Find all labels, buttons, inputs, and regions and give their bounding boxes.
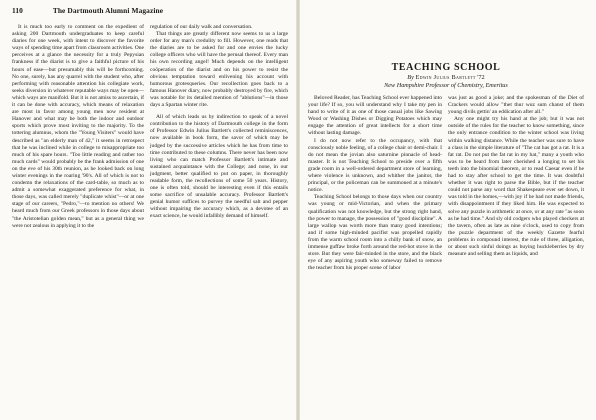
page-number: 110 — [12, 6, 23, 15]
author-affiliation: New Hampshire Professor of Chemistry, Emeritus — [384, 82, 508, 89]
right-column-1 — [308, 95, 442, 272]
author-class: '72 — [477, 74, 485, 81]
magazine-title: The Dartmouth Alumni Magazine — [52, 6, 164, 15]
paragraph: I do not now refer to the occupancy, with that consciously noble feeling, of a college chair or demi-chair. I do not mean the jovian also saturnine pinnacle of head-master. It is not Teaching School to preside over a fifth grade room in a well-ordered department store of learning, where violence is unknown, and whither the janitor, the principal, or the policeman can be summoned at a minute's notice. — [308, 137, 442, 194]
paragraph: It is much too early to comment on the expedient of asking 200 Dartmouth undergraduates to keep careful diaries for one week, with intent to discover the favorite ways of spending time apart from classroom activities. One perceives at a glance the necessity for a truly Pepysian frankness if the diarist is to give a faithful picture of his hours of ease—but presumably this will be forthcoming. No one, surely, has any quarrel with the student who, after performing with reasonable attention his collegiate work, seeks diversion in whatever reputable ways may be open—which ways are manifold. But it is not amiss to ascertain, if it can be done with accuracy, which means of relaxation are most in favor among young men now resident at Hanover and what may be both the indoor and outdoor sports which prove most inviting to the majority. To the tottering alumnus, whom the "Young Visiters" would have described as "an elderly man of 42," it seems in retrospect that he was inclined while in college to misappropriate too much of his spare hours. "Too little reading and rather too much cards" would probably be the frank admission of one on the eve of his 30th reunion, as he looked back on long winter evenings in the roaring '90's. All of which is not to condemn the relaxations of the card-table, so much as to admit a somewhat exaggerated preference for what, in those days, was called merely "duplicate whist"—or at one stage of our careers, "Pedro,"—to mention no others! We heard much from our Greek professors in those days about "the Aristotelian golden mean," but as a general thing we were not zealous in applying it to the — [12, 24, 145, 229]
right-page — [298, 0, 596, 420]
paragraph: Teaching School belongs to those days when our country was young or mid-Victorian, and when the primary qualification was not knowledge, but the strong right hand, the power to manage, the possession of "good discipline". A large wallop was worth more than many good intentions; and if some high-minded pacifist was propelled rapidly from the warm school room into a chilly bank of snow, an immense guffaw broke forth around the red-hot stove in the store. But they were fair-minded in the store, and the black eye of any aspiring youth who someway failed to remove the teacher from his proper scene of labor — [308, 194, 442, 272]
left-column-1 — [12, 24, 144, 230]
running-head — [12, 6, 163, 15]
paragraph: Any one might try his hand at the job; but it was not outside of the rules for the teacher to know something, since the only entrance condition to the winter school was living within walking distance. While the teacher was sure to have a class in the simple literature of "The cat has got a rat. It is a fat rat. Do not put the fat rat in my hat," many a youth who was to be heard from later cherished a longing to set his teeth into the binomial theorem, or to read Caesar even if he had to stay after school to get the time. It was doubtful whether it was right to parse the Bible, but if the teacher could not parse any word that Shakespeare ever set down, it was told in the homes,—with joy if he had not made friends, with disappointment if they liked him. He was expected to solve any puzzle in arithmetic at once, or at any rate "as soon as he had time." And sly old codgers who played checkers at the tavern, often as late as nine o'clock, used to copy from the puzzle department of the weekly Gazette fearful problems in compound interest, the rule of three, alligation, or about such sinful doings as buying huckleberries by dry measure and selling them as liquids, and — [448, 116, 584, 258]
paragraph: Beloved Reader, has Teaching School ever happened into your life? If so, you will understand why I take my pen in hand to write of it as one of those casual jobs like Sawing Wood or Washing Dishes or Digging Potatoes which may engage the attention of great intellects for a short time without lasting damage. — [308, 95, 442, 137]
article-byline — [308, 74, 584, 81]
right-column-2 — [448, 95, 584, 258]
byline-by: By — [407, 74, 414, 81]
article-title: TEACHING SCHOOL — [391, 62, 501, 73]
paragraph: regulation of our daily walk and conversation. — [150, 24, 253, 30]
left-column-2 — [150, 24, 288, 221]
author-name: Edwin Julius Bartlett — [415, 74, 476, 81]
paragraph: All of which leads us by indirection to speak of a novel contribution to the history of Dartmouth college in the form of Professor Edwin Julius Bartlett's collected reminiscences, now available in book form, the savor of which may be judged by the successive articles which he has from time to time contributed to these columns. There never has been now living who can match Professor Bartlett's intimate and sustained acquaintance with the College; and none, in our judgment, better qualified to put on paper, in thoroughly readable form, the recollections of some 50 years. History, one is often told, should be interesting even if this entails some sacrifice of unsalable accuracy. Professor Bartlett's genial humor suffices to purvey the needful salt and pepper without impairing the accuracy which, as a devotee of an exact science, he would infallibly demand of himself. — [150, 114, 288, 220]
paragraph: was just as good a joke; and the spokesman of the Diet of Crackers would allow "thet thur wuz sum chanst of them young divils gettin' an eddication after all." — [448, 95, 584, 116]
paragraph: That things are greatly different now seems to us a large order for any man's credulity to fill. However, one reads that the diaries are to be asked for and one envies the lucky college officers who will have the perusal thereof. Every man his own recording angel! Much depends on the intelligent coöperation of the diarist and on his power to resist the obvious temptation toward enlivening his account with humorous grotesqueries. Our recollection goes back to a famous Hanover diary, now probably destroyed by fire, which was notable for its detailed mention of "ablutions"—in those days a Spartan winter rite. — [150, 31, 288, 109]
